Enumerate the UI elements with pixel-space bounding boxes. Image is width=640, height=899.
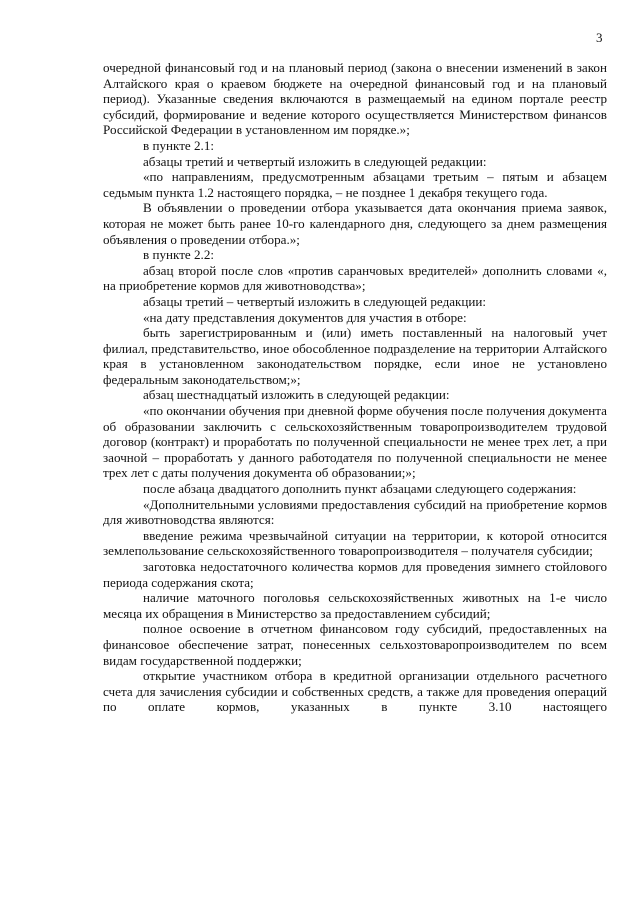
paragraph: заготовка недостаточного количества кормов для проведения зимнего стойлового периода содержания скота; bbox=[103, 559, 607, 590]
paragraph: «по направлениям, предусмотренным абзацами третьим – пятым и абзацем седьмым пункта 1.2 настоящего порядка, – не позднее 1 декабря текущего года. bbox=[103, 169, 607, 200]
paragraph: «на дату представления документов для участия в отборе: bbox=[143, 309, 467, 325]
paragraph: в пункте 2.1: bbox=[143, 137, 215, 153]
paragraph: полное освоение в отчетном финансовом году субсидий, предоставленных на финансовое обеспечение затрат, понесенных сельхозтоваропроизводителем по всем видам государственной поддержки; bbox=[103, 621, 607, 668]
paragraph: быть зарегистрированным и (или) иметь поставленный на налоговый учет филиал, представительство, иное обособленное подразделение на территории Алтайского края в установленном законодательством порядке, если иное не установлено федеральным законодательством;»; bbox=[103, 325, 607, 387]
paragraph: очередной финансовый год и на плановый период (закона о внесении изменений в закон Алтайского края о краевом бюджете на очередной финансовый год и на плановый период). Указанные сведения включаются в размещаемый на едином портале реестр субсидий, формирование и ведение которого осуществляется Министерством финансов Российской Федерации в установленном им порядке.»; bbox=[103, 60, 607, 138]
paragraph: «Дополнительными условиями предоставления субсидий на приобретение кормов для животноводства являются: bbox=[103, 496, 607, 528]
document-body bbox=[103, 60, 607, 715]
paragraph: в пункте 2.2: bbox=[143, 247, 215, 263]
paragraph: наличие маточного поголовья сельскохозяйственных животных на 1-е число месяца их обращения в Министерство за предоставлением субсидий; bbox=[103, 590, 607, 621]
paragraph: абзацы третий и четвертый изложить в следующей редакции: bbox=[143, 153, 487, 169]
paragraph: введение режима чрезвычайной ситуации на территории, к которой относится землепользование сельскохозяйственного товаропроизводителя – получателя субсидии; bbox=[103, 527, 607, 559]
paragraph: абзац второй после слов «против саранчовых вредителей» дополнить словами «, на приобретение кормов для животноводства»; bbox=[103, 262, 607, 294]
paragraph: В объявлении о проведении отбора указывается дата окончания приема заявок, которая не может быть ранее 10-го календарного дня, следующего за днем размещения объявления о проведении отбора.»; bbox=[103, 200, 607, 247]
page-number: 3 bbox=[596, 30, 603, 45]
paragraph: абзац шестнадцатый изложить в следующей редакции: bbox=[143, 387, 450, 403]
paragraph: абзацы третий – четвертый изложить в следующей редакции: bbox=[143, 293, 487, 309]
paragraph: «по окончании обучения при дневной форме обучения после получения документа об образовании заключить с сельскохозяйственным товаропроизводителем трудовой договор (контракт) и проработать по полученной специальности не менее трех лет, а при заочной – проработать у данного работодателя по полученной специальности не менее трех лет с даты получения документа об образовании;»; bbox=[103, 403, 607, 481]
paragraph: открытие участником отбора в кредитной организации отдельного расчетного счета для зачисления субсидии и собственных средств, а также для проведения операций по оплате кормов, указанных в пункте 3.10 настоящего bbox=[103, 668, 607, 715]
paragraph: после абзаца двадцатого дополнить пункт абзацами следующего содержания: bbox=[143, 481, 577, 497]
